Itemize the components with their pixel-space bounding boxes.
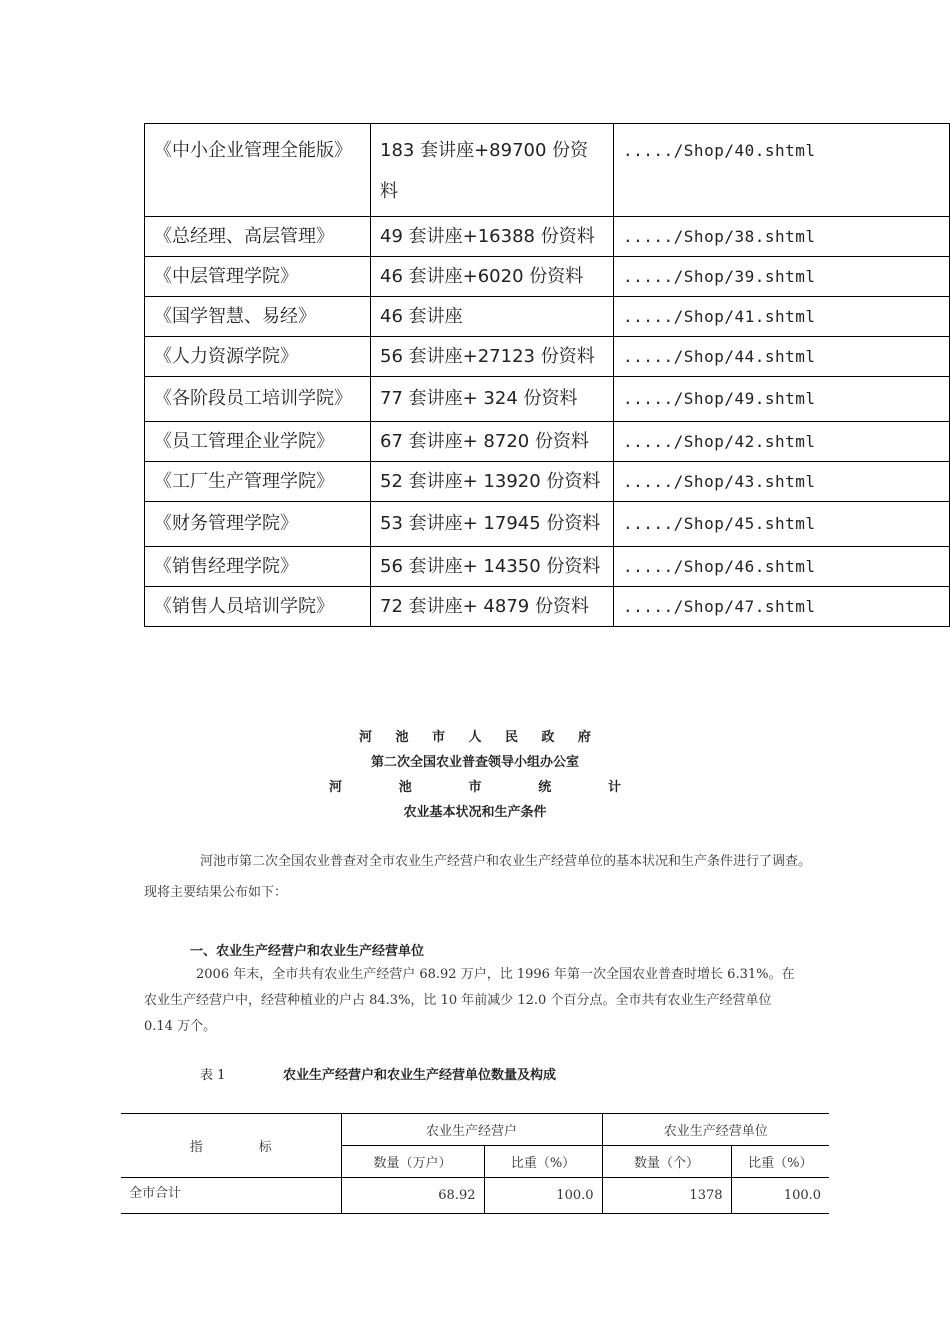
table-row <box>145 297 950 337</box>
course-link[interactable]: ...../Shop/42.shtml <box>614 422 950 462</box>
table-row <box>145 217 950 257</box>
course-name: 《各阶段员工培训学院》 <box>145 377 371 422</box>
indicator-label <box>129 1136 333 1155</box>
indicator-header <box>121 1114 341 1178</box>
heading-glyph: 人 <box>468 730 482 745</box>
heading-glyph: 政 <box>541 730 555 745</box>
course-link[interactable]: ...../Shop/47.shtml <box>614 587 950 627</box>
course-content: 46 套讲座 <box>371 297 614 337</box>
column-header: 比重（%） <box>731 1146 829 1178</box>
column-header: 数量（万户） <box>341 1146 484 1178</box>
course-content: 53 套讲座+ 17945 份资料 <box>371 502 614 547</box>
course-content: 183 套讲座+89700 份资料 <box>371 124 614 217</box>
course-name: 《国学智慧、易经》 <box>145 297 371 337</box>
column-header: 比重（%） <box>484 1146 602 1178</box>
course-name: 《中小企业管理全能版》 <box>145 124 371 217</box>
section-title: 一、农业生产经营户和农业生产经营单位 <box>190 944 425 959</box>
table-row <box>145 587 950 627</box>
table-row <box>145 462 950 502</box>
heading-glyph: 市 <box>431 730 445 745</box>
section-paragraph: 2006 年末，全市共有农业生产经营户 68.92 万户，比 1996 年第一次全国农业普查时增长 6.31%。在农业生产经营户中，经营种植业的户占 84.3%，比 10 年前减少 12.0 个百分点。全市共有农业生产经营单位 0.14 万个。 <box>144 967 795 1034</box>
table-cell: 68.92 <box>341 1178 484 1214</box>
table-row <box>145 124 950 217</box>
table-title: 农业生产经营户和农业生产经营单位数量及构成 <box>283 1068 557 1083</box>
course-content: 56 套讲座+27123 份资料 <box>371 337 614 377</box>
course-link[interactable]: ...../Shop/39.shtml <box>614 257 950 297</box>
course-content: 52 套讲座+ 13920 份资料 <box>371 462 614 502</box>
course-link[interactable]: ...../Shop/43.shtml <box>614 462 950 502</box>
report-title: 农业基本状况和生产条件 <box>403 805 547 820</box>
course-link[interactable]: ...../Shop/44.shtml <box>614 337 950 377</box>
heading-glyph: 计 <box>607 780 621 795</box>
heading-glyph: 河 <box>329 780 343 795</box>
heading-glyph: 河 <box>359 730 373 745</box>
heading-glyph: 标 <box>258 1140 272 1155</box>
header-line-3 <box>144 776 806 795</box>
heading-glyph: 池 <box>395 730 409 745</box>
course-link[interactable]: ...../Shop/41.shtml <box>614 297 950 337</box>
heading-glyph: 府 <box>577 730 591 745</box>
header-line-2: 第二次全国农业普查领导小组办公室 <box>370 755 579 770</box>
course-content: 77 套讲座+ 324 份资料 <box>371 377 614 422</box>
course-name: 《工厂生产管理学院》 <box>145 462 371 502</box>
group-header: 农业生产经营单位 <box>602 1114 829 1146</box>
course-content: 46 套讲座+6020 份资料 <box>371 257 614 297</box>
spaced-title <box>359 726 591 745</box>
course-link[interactable]: ...../Shop/40.shtml <box>614 124 950 217</box>
course-name: 《财务管理学院》 <box>145 502 371 547</box>
table-row <box>121 1178 829 1214</box>
course-name: 《中层管理学院》 <box>145 257 371 297</box>
course-content: 56 套讲座+ 14350 份资料 <box>371 547 614 587</box>
course-content: 49 套讲座+16388 份资料 <box>371 217 614 257</box>
course-link[interactable]: ...../Shop/46.shtml <box>614 547 950 587</box>
table-row <box>145 337 950 377</box>
table-row <box>145 502 950 547</box>
table-row <box>145 377 950 422</box>
table-cell: 100.0 <box>484 1178 602 1214</box>
heading-glyph: 民 <box>504 730 518 745</box>
course-link[interactable]: ...../Shop/45.shtml <box>614 502 950 547</box>
column-header: 数量（个） <box>602 1146 731 1178</box>
group-header: 农业生产经营户 <box>341 1114 602 1146</box>
stats-table <box>121 1113 829 1214</box>
table-number: 表 1 <box>200 1068 226 1083</box>
header-line-1 <box>144 726 806 745</box>
course-name: 《人力资源学院》 <box>145 337 371 377</box>
intro-paragraph: 河池市第二次全国农业普查对全市农业生产经营户和农业生产经营单位的基本状况和生产条件进行了调查。现将主要结果公布如下： <box>144 854 812 900</box>
course-content: 72 套讲座+ 4879 份资料 <box>371 587 614 627</box>
spaced-title <box>329 776 621 795</box>
course-name: 《销售经理学院》 <box>145 547 371 587</box>
row-label: 全市合计 <box>121 1178 341 1214</box>
course-name: 《员工管理企业学院》 <box>145 422 371 462</box>
course-name: 《总经理、高层管理》 <box>145 217 371 257</box>
course-link[interactable]: ...../Shop/38.shtml <box>614 217 950 257</box>
heading-glyph: 统 <box>538 780 552 795</box>
course-content: 67 套讲座+ 8720 份资料 <box>371 422 614 462</box>
heading-glyph: 市 <box>468 780 482 795</box>
table-header-row <box>121 1114 829 1146</box>
table-row <box>145 422 950 462</box>
heading-glyph: 池 <box>398 780 412 795</box>
table-cell: 1378 <box>602 1178 731 1214</box>
table-cell: 100.0 <box>731 1178 829 1214</box>
course-links-table <box>144 123 950 627</box>
table-row <box>145 257 950 297</box>
course-name: 《销售人员培训学院》 <box>145 587 371 627</box>
table-row <box>145 547 950 587</box>
course-link[interactable]: ...../Shop/49.shtml <box>614 377 950 422</box>
heading-glyph: 指 <box>189 1140 203 1155</box>
